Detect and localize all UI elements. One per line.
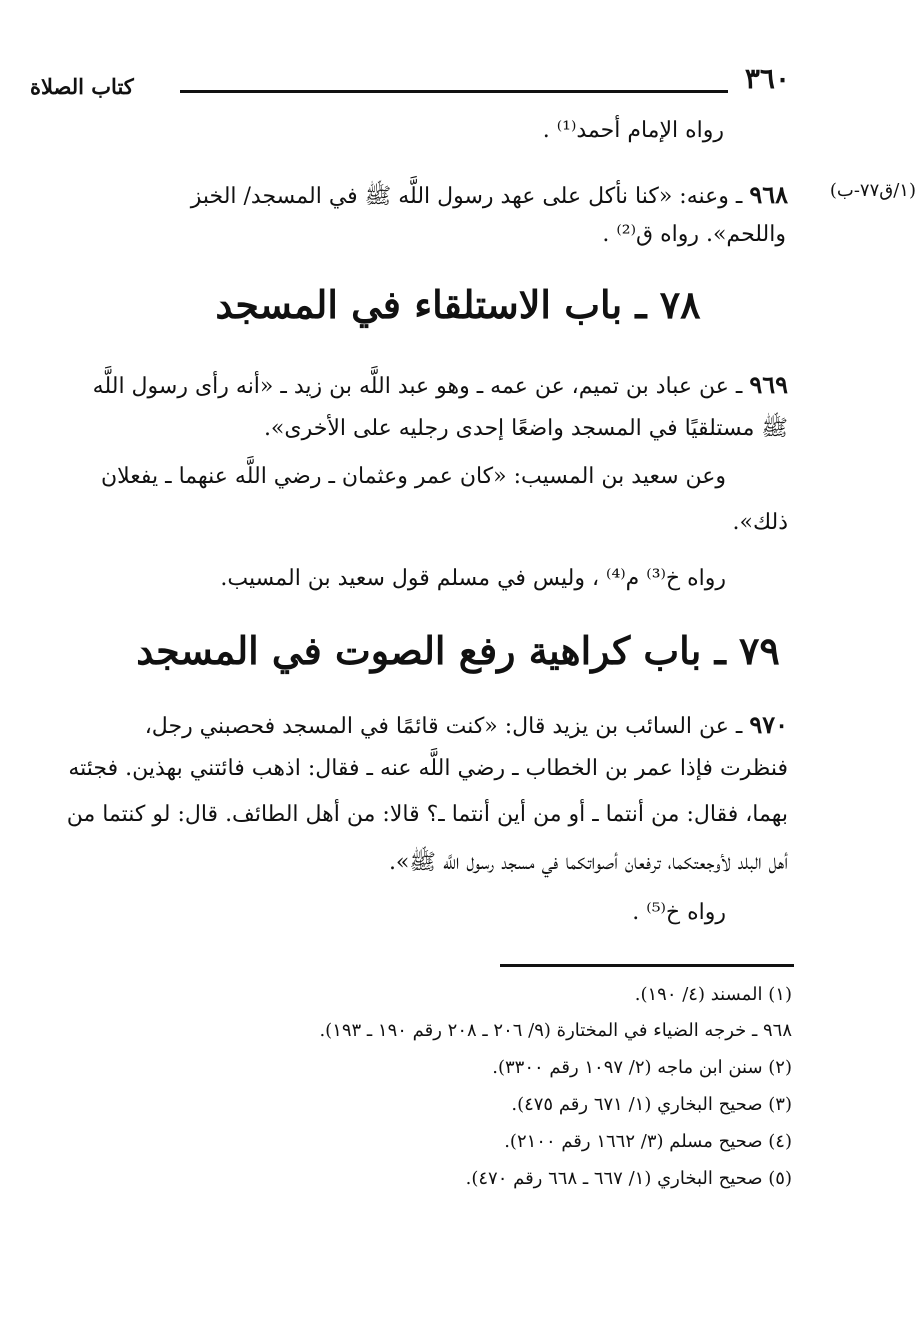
hadith-970-line-4: أهل البلد لأوجعتكما، ترفعان أصواتكما في مسجد رسول اللَّه ﷺ».: [388, 850, 788, 875]
chapter-78-title: ٧٨ ـ باب الاستلقاء في المسجد: [215, 282, 701, 327]
header-rule: [180, 90, 728, 93]
hadith-969-line-5: رواه خ⁽³⁾ م⁽⁴⁾ ، وليس في مسلم قول سعيد بن المسيب.: [220, 566, 726, 591]
hadith-969-line-3: وعن سعيد بن المسيب: «كان عمر وعثمان ـ رضي اللَّه عنهما ـ يفعلان: [101, 464, 726, 489]
hadith-969-line-1: [93, 370, 788, 399]
hadith-970-line-2: فنظرت فإذا عمر بن الخطاب ـ رضي اللَّه عنه ـ فقال: اذهب فائتني بهذين. فجئته: [68, 756, 788, 781]
hadith-969-line-2: ﷺ مستلقيًا في المسجد واضعًا إحدى رجليه على الأخرى».: [263, 416, 788, 441]
hadith-968-line-1: [191, 180, 788, 214]
running-head: كتاب الصلاة: [30, 74, 134, 99]
hadith-970-text-1: ـ عن السائب بن يزيد قال: «كنت قائمًا في المسجد فحصبني رجل،: [144, 714, 750, 739]
hadith-969-line-4: ذلك».: [732, 510, 788, 535]
footnote-3: (٣) صحيح البخاري (١/ ٦٧١ رقم ٤٧٥).: [511, 1094, 792, 1115]
text-line-ahmad: رواه الإمام أحمد⁽¹⁾ .: [542, 118, 724, 143]
hadith-969-text-1: ـ عن عباد بن تميم، عن عمه ـ وهو عبد اللَّه بن زيد ـ «أنه رأى رسول اللَّه: [92, 374, 750, 399]
hadith-970-line-5: رواه خ⁽⁵⁾ .: [632, 900, 726, 925]
footnote-968: ٩٦٨ ـ خرجه الضياء في المختارة (٩/ ٢٠٦ ـ ٢٠٨ رقم ١٩٠ ـ ١٩٣).: [319, 1020, 792, 1041]
manuscript-margin-note: (١/ق٧٧-ب): [829, 180, 916, 201]
hadith-968-line-2: واللحم». رواه ق⁽²⁾ .: [602, 222, 786, 247]
hadith-970-line-3: بهما، فقال: من أنتما ـ أو من أين أنتما ـ؟ قالا: من أهل الطائف. قال: لو كنتما من: [66, 802, 788, 827]
hadith-number-968: ٩٦٨: [749, 180, 788, 209]
footnote-4: (٤) صحيح مسلم (٣/ ١٦٦٢ رقم ٢١٠٠).: [504, 1131, 792, 1152]
hadith-number-969: ٩٦٩: [749, 370, 788, 399]
hadith-number-970: ٩٧٠: [749, 710, 788, 739]
footnote-rule: [500, 964, 794, 967]
chapter-79-title: ٧٩ ـ باب كراهية رفع الصوت في المسجد: [136, 628, 780, 673]
page-number: ٣٦٠: [744, 62, 790, 95]
hadith-968-text-1: ـ وعنه: «كنا نأكل على عهد رسول اللَّه ﷺ في المسجد/ الخبز: [190, 184, 750, 209]
footnote-2: (٢) سنن ابن ماجه (٢/ ١٠٩٧ رقم ٣٣٠٠).: [492, 1057, 792, 1078]
page-header: [30, 62, 790, 102]
footnote-5: (٥) صحيح البخاري (١/ ٦٦٧ ـ ٦٦٨ رقم ٤٧٠).: [465, 1168, 792, 1189]
footnote-1: (١) المسند (٤/ ١٩٠).: [634, 984, 792, 1005]
hadith-970-line-1: [145, 710, 788, 739]
